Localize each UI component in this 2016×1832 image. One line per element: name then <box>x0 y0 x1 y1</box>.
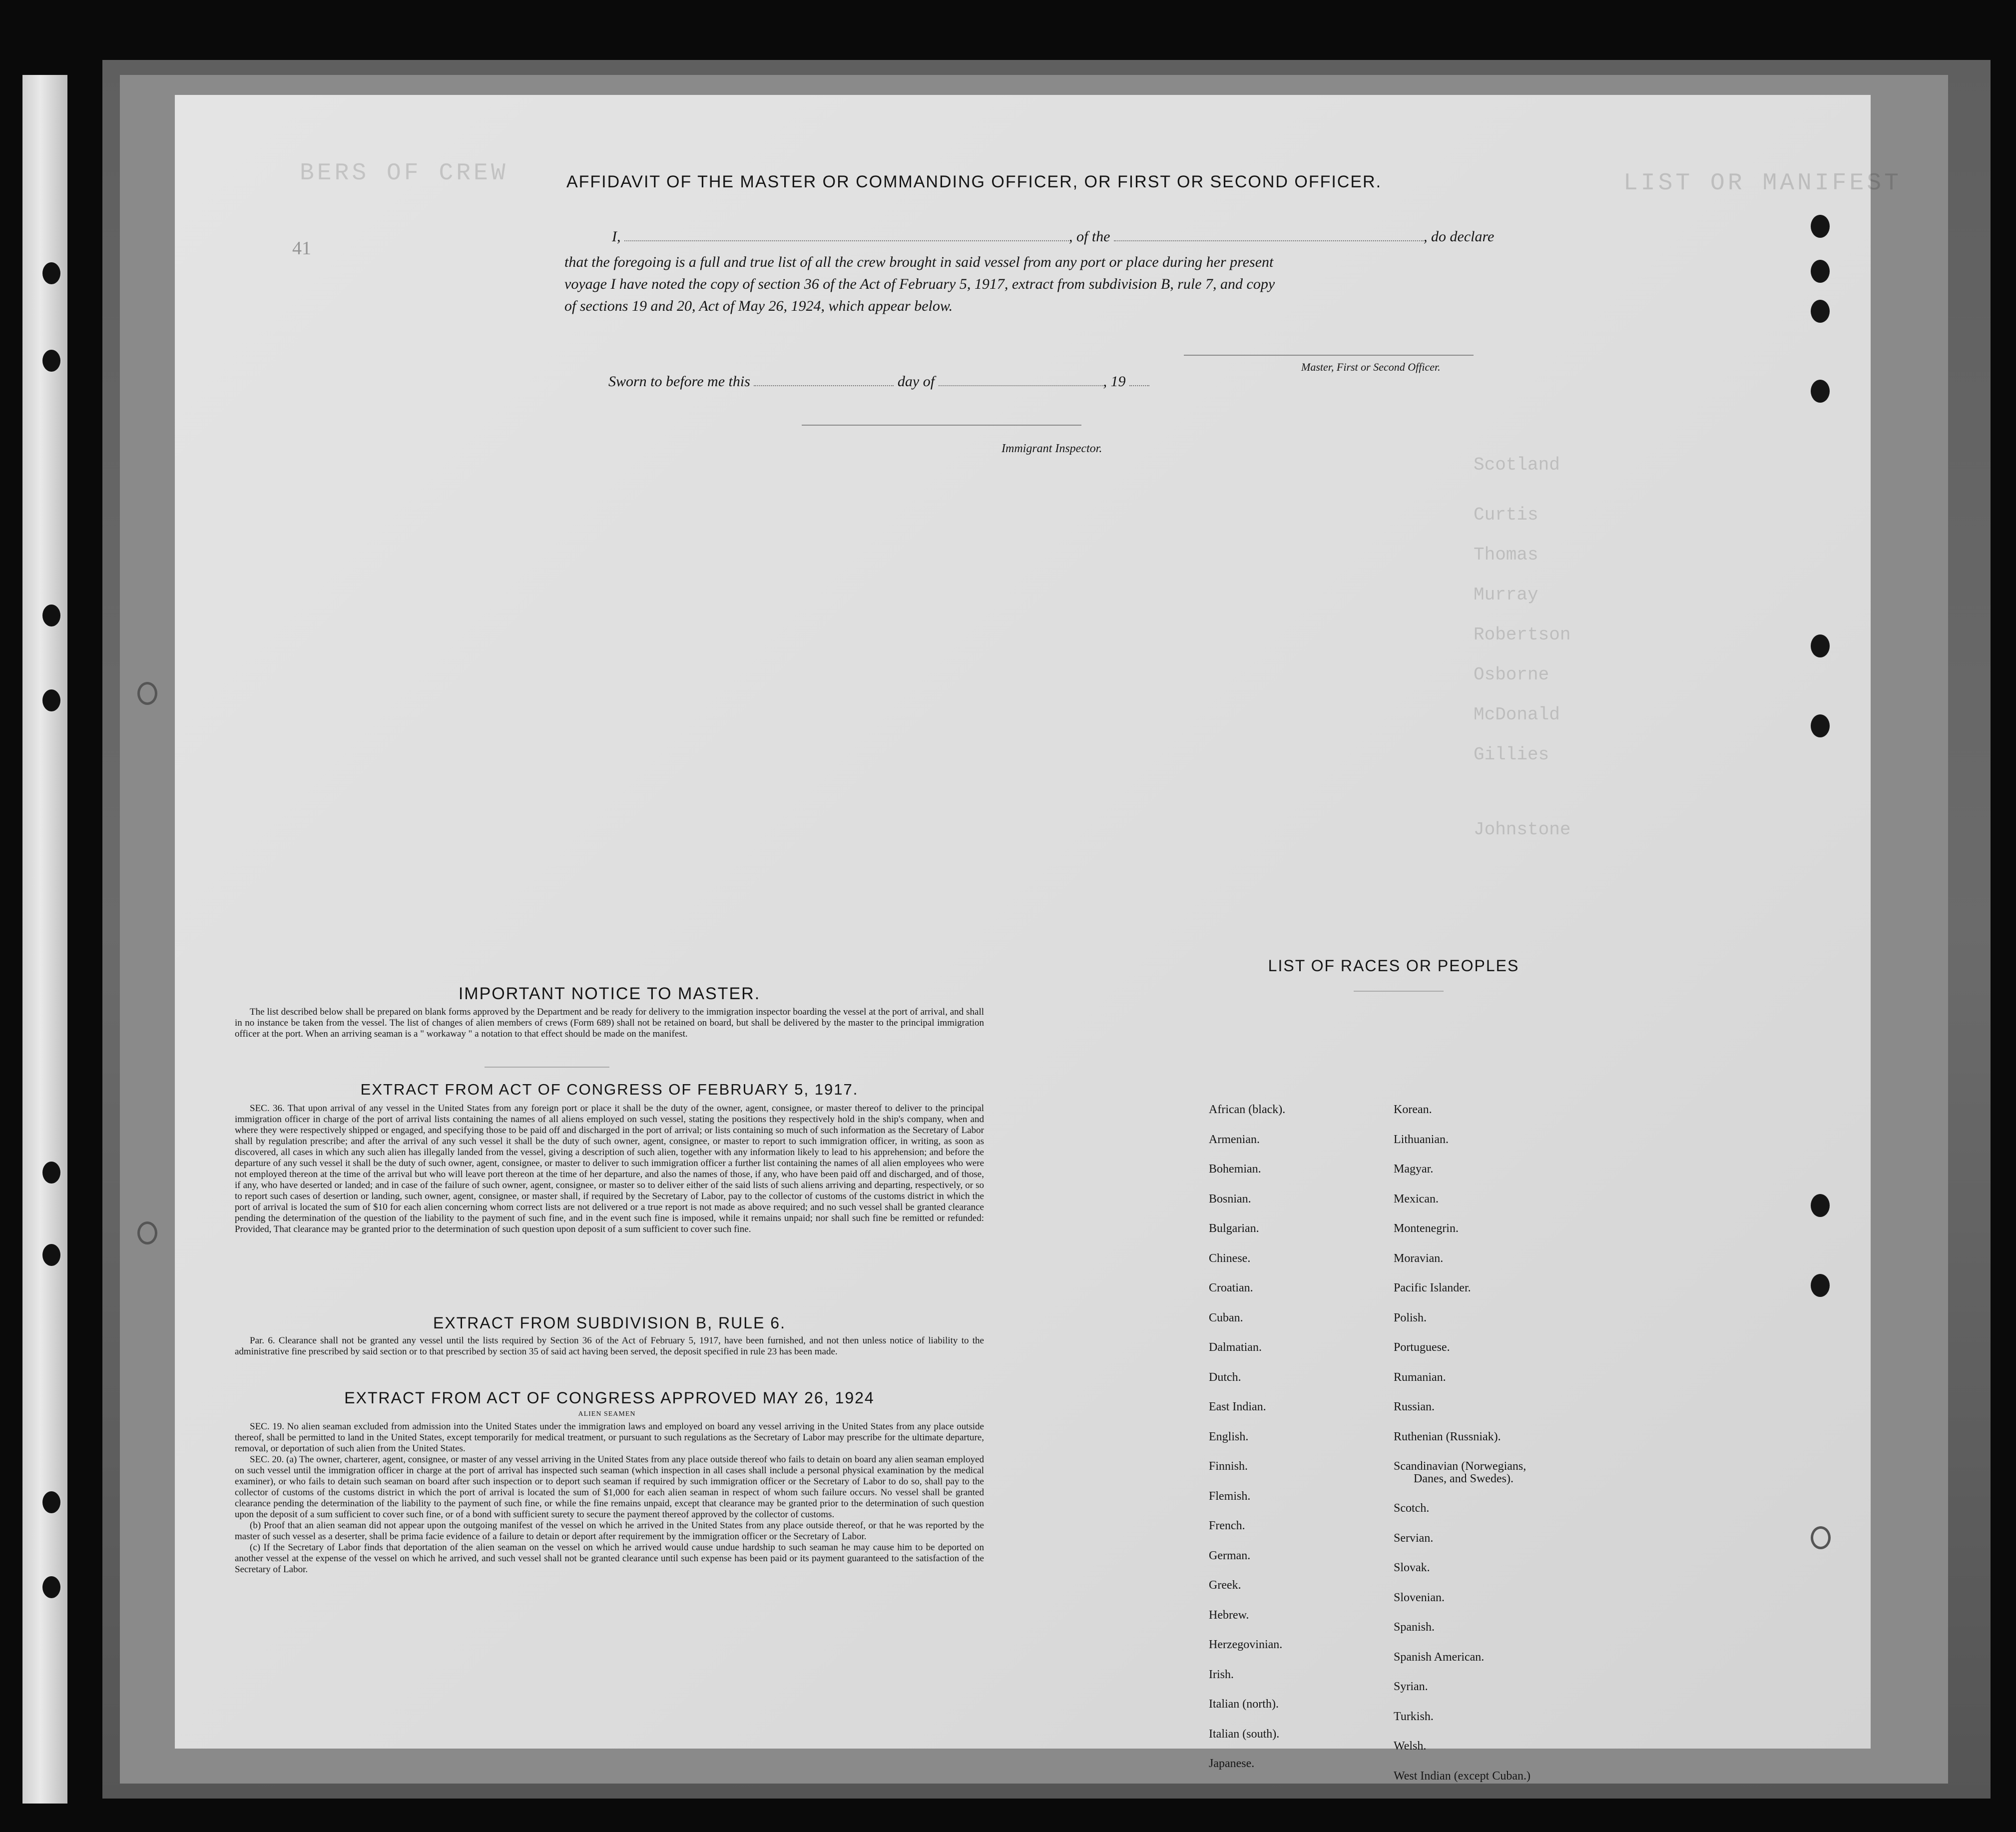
race-item: Dalmatian. <box>1209 1341 1262 1354</box>
race-item: Hebrew. <box>1209 1608 1249 1622</box>
bleedthrough-text: LIST OR MANIFEST <box>1623 170 1902 197</box>
section-36-paragraph: SEC. 36. That upon arrival of any vessel in the United States from any foreign port or place it shall be the duty of the owner, agent, consignee, or master thereof to deliver to the principal immigration officer in charge of the port of arrival lists containing the names of all aliens employed on such vessel, stating the positions they respectively hold in the ship's company, when and where they were respectively shipped or engaged, and specifying those to be paid off and discharged in the port of arrival; or lists containing so much of such information as the Secretary of Labor shall by regulation prescribe; and after the arrival of any such vessel it shall be the duty of such owner, agent, consignee, or master to report to such immigration officer, in writing, as soon as discovered, all cases in which any such alien has illegally landed from the vessel, giving a description of such alien, together with any information likely to lead to his apprehension; and before the departure of any such vessel it shall be the duty of such owner, agent, consignee, or master to deliver to such immigration officer a further list containing the names of all alien employees who were not employed thereon at the time of the arrival but who will leave port thereon at the time of her departure, and also the names of those, if any, who have been paid off and discharged, and of those, if any, who have deserted or landed; and in case of the failure of such owner, agent, consignee, or master so to deliver either of the said lists of such aliens arriving and departing, respectively, or so to report such cases of desertion or landing, such owner, agent, consignee, or master shall, if required by the Secretary of Labor, pay to the collector of customs of the customs district in which the port of arrival is located the sum of $10 for each alien concerning whom correct lists are not delivered or a true report is not made as above required; and no such vessel shall be granted clearance pending the determination of the question of the liability to the payment of such fine, and in the event such fine is imposed, while it remains unpaid; nor shall such fine be remitted or refunded: Provided, That clearance may be granted prior to the determination of such question upon deposit of a sum sufficient to cover such fine. <box>235 1103 984 1234</box>
affidavit-line-4: of sections 19 and 20, Act of May 26, 1924, which appear below. <box>564 298 953 314</box>
day-of-text: day of <box>897 373 935 390</box>
binder-hole <box>42 1576 60 1598</box>
race-item: West Indian (except Cuban.) <box>1394 1769 1530 1783</box>
race-item: Russian. <box>1394 1400 1435 1413</box>
punch-hole <box>1811 260 1830 283</box>
race-item: Cuban. <box>1209 1311 1243 1324</box>
section-20a-paragraph: SEC. 20. (a) The owner, charterer, agent, consignee, or master of any vessel arriving in the United States from any place outside thereof who fails to detain on board any alien seaman employed on such vessel until the immigration officer in charge at the port of arrival has inspected such seaman (which inspection in all cases shall include a personal physical examination by the medical examiner), or who fails to detain such seaman on board after such inspection or to deport such seaman if required by such immigration officer or the Secretary of Labor to do so, shall pay to the collector of customs of the customs district in which the port of arrival is located the sum of $1,000 for each alien seaman in respect of whom such failure occurs. No vessel shall be granted clearance pending the determination of the liability to the payment of such fine, or while the fine remains unpaid, except that clearance may be granted prior to the determination of such question upon the deposit of a sum sufficient to cover such fine, or of a bond with sufficient surety to secure the payment thereof approved by the collector of customs. <box>235 1454 984 1520</box>
race-item: Rumanian. <box>1394 1370 1446 1384</box>
binder-hole <box>42 262 60 284</box>
binder-hole <box>42 605 60 626</box>
punch-hole <box>1811 1526 1831 1549</box>
notice-title: IMPORTANT NOTICE TO MASTER. <box>458 984 761 1003</box>
race-item: Servian. <box>1394 1531 1434 1545</box>
master-signature-label: Master, First or Second Officer. <box>1301 361 1441 373</box>
binder-hole <box>42 350 60 372</box>
vessel-name-field[interactable] <box>1114 227 1424 241</box>
extract-1924-body <box>235 1421 984 1575</box>
race-item: Pacific Islander. <box>1394 1281 1471 1294</box>
race-item: Croatian. <box>1209 1281 1253 1294</box>
bleedthrough-text: BERS OF CREW <box>300 160 508 187</box>
punch-hole <box>1811 1274 1830 1297</box>
race-item: Spanish American. <box>1394 1650 1485 1664</box>
race-item: African (black). <box>1209 1103 1286 1116</box>
punch-hole <box>1811 380 1830 403</box>
bleedthrough-text: Scotland <box>1474 455 1560 475</box>
race-item: Danes, and Swedes). <box>1414 1472 1513 1485</box>
punch-hole <box>1811 300 1830 323</box>
race-item: Flemish. <box>1209 1489 1251 1503</box>
rule-6-body <box>235 1335 984 1357</box>
race-item: English. <box>1209 1430 1249 1443</box>
declare-text: , do declare <box>1424 228 1495 245</box>
race-item: Greek. <box>1209 1579 1241 1592</box>
extract-1924-title: EXTRACT FROM ACT OF CONGRESS APPROVED MAY 26, 1924 <box>344 1389 875 1407</box>
bleedthrough-text: Curtis <box>1474 505 1538 525</box>
bleedthrough-text: McDonald <box>1474 704 1560 725</box>
race-item: Magyar. <box>1394 1163 1434 1176</box>
section-20b-paragraph: (b) Proof that an alien seaman did not appear upon the outgoing manifest of the vessel on which he arrived in the United States from any place outside thereof, or that he was reported by the master of such vessel as a deserter, shall be prima facie evidence of a failure to detain or deport after requirement by the immigration officer or the Secretary of Labor. <box>235 1520 984 1542</box>
binder-hole <box>42 689 60 711</box>
extract-1917-title: EXTRACT FROM ACT OF CONGRESS OF FEBRUARY 5, 1917. <box>360 1081 859 1098</box>
race-item: Spanish. <box>1394 1621 1435 1634</box>
race-item: Italian (south). <box>1209 1727 1280 1741</box>
race-item: Bulgarian. <box>1209 1222 1259 1235</box>
race-item: Welsh. <box>1394 1740 1427 1753</box>
declarant-prefix: I, <box>612 228 621 245</box>
race-item: Portuguese. <box>1394 1341 1450 1354</box>
rule-6-paragraph: Par. 6. Clearance shall not be granted any vessel until the lists required by Section 36 of the Act of February 5, 1917, have been furnished, and not then unless notice of liability to the administrative fine prescribed by said section or to that prescribed by section 35 of said act having been served, the deposit specified in rule 23 has been made. <box>235 1335 984 1357</box>
affidavit-line-3: voyage I have noted the copy of section 36 of the Act of February 5, 1917, extract from subdivision B, rule 7, and copy <box>564 276 1275 292</box>
declarant-name-field[interactable] <box>624 227 1069 241</box>
notice-body <box>235 1007 984 1040</box>
race-item: Montenegrin. <box>1394 1222 1459 1235</box>
sheet-hole <box>137 682 157 705</box>
affidavit-line-2: that the foregoing is a full and true list of all the crew brought in said vessel from any port or place during her present <box>564 254 1274 270</box>
race-item: Chinese. <box>1209 1251 1251 1265</box>
race-item: Irish. <box>1209 1668 1234 1681</box>
race-item: Mexican. <box>1394 1192 1439 1206</box>
race-item: Italian (north). <box>1209 1698 1279 1711</box>
section-divider <box>1354 991 1444 992</box>
race-item: Bosnian. <box>1209 1192 1251 1206</box>
sworn-before-text: Sworn to before me this <box>608 373 750 390</box>
race-item: Moravian. <box>1394 1251 1444 1265</box>
bleedthrough-text: Thomas <box>1474 545 1538 565</box>
race-item: Scotch. <box>1394 1502 1430 1515</box>
race-item: Lithuanian. <box>1394 1133 1449 1146</box>
bleedthrough-text: Murray <box>1474 585 1538 605</box>
year-prefix: , 19 <box>1103 373 1126 390</box>
binder-hole <box>42 1244 60 1266</box>
race-item: Japanese. <box>1209 1757 1255 1770</box>
form-page <box>175 95 1902 1783</box>
sworn-year-field[interactable] <box>1129 372 1149 386</box>
punch-hole <box>1811 634 1830 657</box>
race-item: Slovenian. <box>1394 1591 1445 1604</box>
sworn-month-field[interactable] <box>939 372 1103 386</box>
race-item: Bohemian. <box>1209 1163 1261 1176</box>
race-item: Korean. <box>1394 1103 1432 1116</box>
sworn-line <box>608 372 1149 390</box>
affidavit-line-1 <box>612 227 1494 245</box>
section-divider <box>485 1067 609 1068</box>
page-number: 41 <box>292 238 311 259</box>
punch-hole <box>1811 714 1830 737</box>
race-item: Turkish. <box>1394 1710 1434 1723</box>
race-item: German. <box>1209 1549 1251 1562</box>
rule-6-title: EXTRACT FROM SUBDIVISION B, RULE 6. <box>433 1314 786 1332</box>
binder-hole <box>42 1162 60 1184</box>
race-item: East Indian. <box>1209 1400 1266 1413</box>
bleedthrough-text: Robertson <box>1474 624 1571 645</box>
punch-hole <box>1811 215 1830 238</box>
race-item: Polish. <box>1394 1311 1427 1324</box>
affidavit-title: AFFIDAVIT OF THE MASTER OR COMMANDING OFFICER, OR FIRST OR SECOND OFFICER. <box>566 172 1382 191</box>
race-item: Finnish. <box>1209 1460 1248 1473</box>
inspector-label: Immigrant Inspector. <box>1002 442 1102 455</box>
vessel-prefix: , of the <box>1069 228 1110 245</box>
race-item: Dutch. <box>1209 1370 1241 1384</box>
race-item: Herzegovinian. <box>1209 1638 1283 1651</box>
section-20c-paragraph: (c) If the Secretary of Labor finds that deportation of the alien seaman on the vessel on which he arrived would cause undue hardship to such seaman he may cause him to be deported on another vessel at the expense of the vessel on which he arrived, and such vessel shall not be granted clearance until such expense has been paid or its payment guaranteed to the satisfaction of the Secretary of Labor. <box>235 1542 984 1575</box>
extract-1917-body <box>235 1103 984 1235</box>
sworn-day-field[interactable] <box>754 372 894 386</box>
binder-hole <box>42 1491 60 1513</box>
race-item: Scandinavian (Norwegians, <box>1394 1460 1526 1473</box>
race-item: French. <box>1209 1519 1245 1532</box>
race-item: Armenian. <box>1209 1133 1260 1146</box>
section-19-paragraph: SEC. 19. No alien seaman excluded from admission into the United States under the immigration laws and employed on board any vessel arriving in the United States from any place outside thereof, shall be permitted to land in the United States, except temporarily for medical treatment, or pursuant to such regulations as the Secretary of Labor may prescribe for the ultimate departure, removal, or deportation of such alien from the United States. <box>235 1421 984 1454</box>
inspector-signature-line[interactable] <box>802 425 1081 426</box>
binder-strip <box>22 75 67 1804</box>
bleedthrough-text: Osborne <box>1474 664 1549 685</box>
master-signature-line[interactable] <box>1184 355 1474 356</box>
notice-paragraph: The list described below shall be prepared on blank forms approved by the Department and be ready for delivery to the immigration inspector boarding the vessel at the port of arrival, and shall in no instance be taken from the vessel. The list of changes of alien members of crews (Form 689) shall not be retained on board, but shall be delivered by the master to the principal immigration officer at the port. When an arriving seaman is a " workaway " a notation to that effect should be made on the manifest. <box>235 1007 984 1039</box>
bleedthrough-text: Gillies <box>1474 744 1549 765</box>
races-title: LIST OF RACES OR PEOPLES <box>1268 957 1519 975</box>
bleedthrough-text: Johnstone <box>1474 819 1571 840</box>
punch-hole <box>1811 1194 1830 1217</box>
sheet-hole <box>137 1221 157 1244</box>
race-item: Slovak. <box>1394 1561 1430 1575</box>
race-item: Syrian. <box>1394 1680 1428 1694</box>
race-item: Ruthenian (Russniak). <box>1394 1430 1501 1443</box>
alien-seamen-subtitle: ALIEN SEAMEN <box>578 1410 636 1418</box>
